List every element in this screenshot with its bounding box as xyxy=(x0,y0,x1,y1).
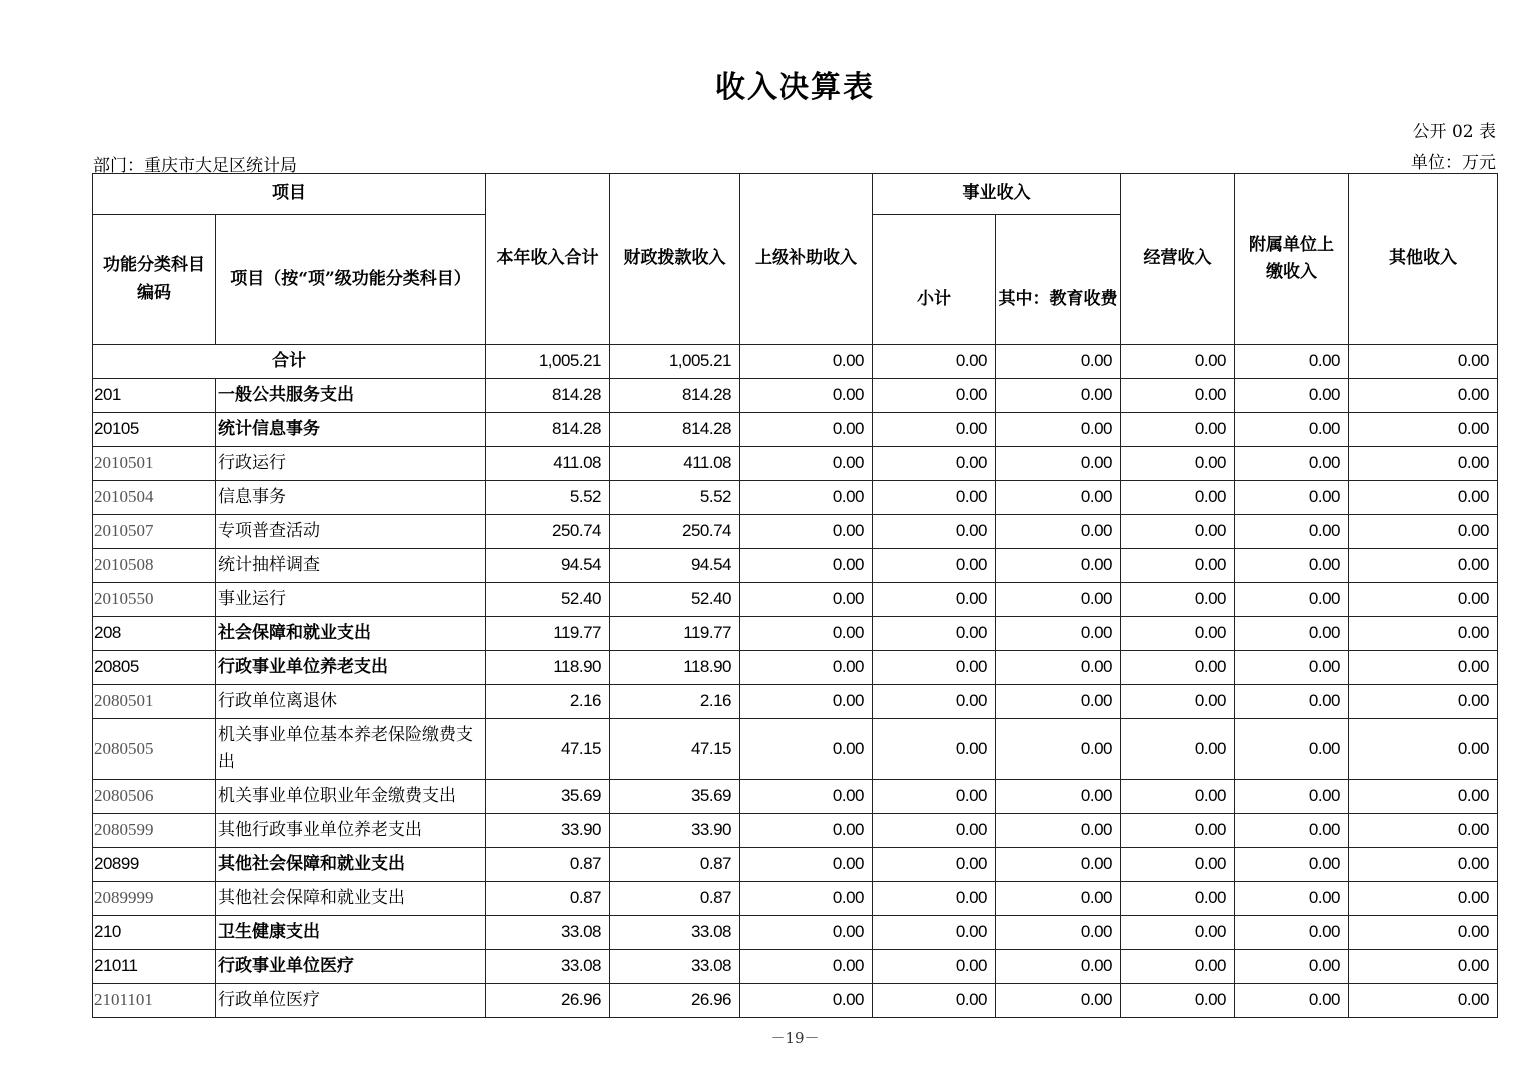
cell-value: 0.00 xyxy=(996,617,1121,651)
cell-value: 0.00 xyxy=(1235,447,1349,481)
cell-value: 0.00 xyxy=(996,882,1121,916)
cell-value: 33.08 xyxy=(486,950,610,984)
cell-value: 52.40 xyxy=(486,583,610,617)
cell-code: 201 xyxy=(93,379,216,413)
cell-value: 5.52 xyxy=(486,481,610,515)
cell-value: 1,005.21 xyxy=(610,345,740,379)
cell-code: 2080599 xyxy=(93,814,216,848)
cell-code: 2080505 xyxy=(93,719,216,780)
cell-name: 行政事业单位医疗 xyxy=(216,950,486,984)
cell-value: 47.15 xyxy=(486,719,610,780)
table-row xyxy=(93,882,1498,916)
cell-value: 0.00 xyxy=(1121,447,1235,481)
cell-code: 2010507 xyxy=(93,515,216,549)
cell-value: 0.00 xyxy=(740,617,873,651)
cell-value: 0.00 xyxy=(1235,848,1349,882)
cell-value: 0.00 xyxy=(740,481,873,515)
cell-value: 0.00 xyxy=(873,447,996,481)
cell-value: 0.00 xyxy=(996,916,1121,950)
cell-value: 0.00 xyxy=(1121,549,1235,583)
header-career-education: 其中：教育收费 xyxy=(996,215,1121,345)
cell-value: 0.00 xyxy=(740,814,873,848)
cell-code: 21011 xyxy=(93,950,216,984)
cell-value: 2.16 xyxy=(610,685,740,719)
cell-value: 0.00 xyxy=(740,345,873,379)
cell-code: 208 xyxy=(93,617,216,651)
cell-value: 0.00 xyxy=(1349,882,1498,916)
header-career-subtotal: 小计 xyxy=(873,215,996,345)
cell-value: 0.87 xyxy=(486,882,610,916)
cell-value: 0.00 xyxy=(996,685,1121,719)
cell-value: 0.00 xyxy=(1235,583,1349,617)
cell-name: 其他社会保障和就业支出 xyxy=(216,848,486,882)
cell-value: 0.00 xyxy=(873,950,996,984)
cell-value: 0.00 xyxy=(996,780,1121,814)
cell-value: 119.77 xyxy=(486,617,610,651)
cell-value: 0.00 xyxy=(740,651,873,685)
cell-value: 0.00 xyxy=(740,916,873,950)
table-row xyxy=(93,583,1498,617)
cell-name: 机关事业单位职业年金缴费支出 xyxy=(216,780,486,814)
cell-value: 0.00 xyxy=(1235,413,1349,447)
cell-value: 94.54 xyxy=(610,549,740,583)
cell-value: 0.00 xyxy=(1121,685,1235,719)
cell-value: 0.00 xyxy=(873,515,996,549)
cell-value: 0.00 xyxy=(1121,950,1235,984)
cell-value: 0.00 xyxy=(740,984,873,1018)
cell-name: 事业运行 xyxy=(216,583,486,617)
cell-value: 0.00 xyxy=(873,685,996,719)
cell-name: 一般公共服务支出 xyxy=(216,379,486,413)
header-name: 项目（按“项”级功能分类科目） xyxy=(216,215,486,345)
cell-value: 0.00 xyxy=(740,549,873,583)
cell-value: 0.00 xyxy=(1349,447,1498,481)
cell-value: 0.00 xyxy=(873,882,996,916)
header-superior: 上级补助收入 xyxy=(740,174,873,345)
cell-value: 0.00 xyxy=(996,583,1121,617)
cell-value: 52.40 xyxy=(610,583,740,617)
cell-value: 0.00 xyxy=(873,719,996,780)
cell-value: 26.96 xyxy=(610,984,740,1018)
cell-value: 0.00 xyxy=(1121,413,1235,447)
cell-name: 信息事务 xyxy=(216,481,486,515)
cell-value: 0.00 xyxy=(873,651,996,685)
cell-value: 250.74 xyxy=(486,515,610,549)
header-other: 其他收入 xyxy=(1349,174,1498,345)
cell-value: 35.69 xyxy=(610,780,740,814)
total-row xyxy=(93,345,1498,379)
cell-value: 0.00 xyxy=(1235,685,1349,719)
cell-value: 0.00 xyxy=(740,882,873,916)
cell-code: 2010501 xyxy=(93,447,216,481)
table-row xyxy=(93,549,1498,583)
cell-value: 0.00 xyxy=(1121,515,1235,549)
header-total: 本年收入合计 xyxy=(486,174,610,345)
table-row xyxy=(93,413,1498,447)
cell-value: 0.00 xyxy=(1121,916,1235,950)
cell-value: 26.96 xyxy=(486,984,610,1018)
cell-value: 0.00 xyxy=(873,583,996,617)
cell-value: 33.08 xyxy=(610,950,740,984)
cell-name: 行政运行 xyxy=(216,447,486,481)
cell-value: 0.00 xyxy=(996,984,1121,1018)
cell-value: 0.00 xyxy=(1349,780,1498,814)
cell-value: 118.90 xyxy=(610,651,740,685)
table-row xyxy=(93,379,1498,413)
cell-value: 0.00 xyxy=(1121,719,1235,780)
cell-value: 0.00 xyxy=(1349,515,1498,549)
cell-value: 0.00 xyxy=(1349,814,1498,848)
cell-value: 0.00 xyxy=(1349,617,1498,651)
cell-name: 卫生健康支出 xyxy=(216,916,486,950)
cell-value: 0.00 xyxy=(1235,916,1349,950)
cell-value: 0.00 xyxy=(1235,780,1349,814)
header-business: 经营收入 xyxy=(1121,174,1235,345)
cell-value: 94.54 xyxy=(486,549,610,583)
cell-value: 0.00 xyxy=(1349,481,1498,515)
cell-value: 0.87 xyxy=(610,848,740,882)
cell-value: 0.00 xyxy=(873,617,996,651)
cell-value: 814.28 xyxy=(610,379,740,413)
table-row xyxy=(93,481,1498,515)
cell-value: 0.00 xyxy=(873,916,996,950)
cell-value: 0.00 xyxy=(873,984,996,1018)
table-row xyxy=(93,719,1498,780)
cell-value: 0.00 xyxy=(740,379,873,413)
table-row xyxy=(93,617,1498,651)
cell-code: 20105 xyxy=(93,413,216,447)
cell-value: 0.00 xyxy=(1349,345,1498,379)
cell-value: 0.00 xyxy=(740,447,873,481)
cell-code: 2101101 xyxy=(93,984,216,1018)
cell-value: 33.08 xyxy=(610,916,740,950)
table-row xyxy=(93,780,1498,814)
cell-value: 0.00 xyxy=(1235,515,1349,549)
cell-value: 33.90 xyxy=(486,814,610,848)
table-row xyxy=(93,848,1498,882)
cell-code: 2010504 xyxy=(93,481,216,515)
header-affiliate: 附属单位上缴收入 xyxy=(1235,174,1349,345)
cell-code: 2089999 xyxy=(93,882,216,916)
table-row xyxy=(93,916,1498,950)
table-row xyxy=(93,984,1498,1018)
cell-value: 0.00 xyxy=(1235,345,1349,379)
cell-value: 47.15 xyxy=(610,719,740,780)
cell-value: 0.00 xyxy=(996,345,1121,379)
cell-value: 0.00 xyxy=(1121,345,1235,379)
cell-name: 统计信息事务 xyxy=(216,413,486,447)
cell-value: 0.00 xyxy=(1121,780,1235,814)
cell-code: 20805 xyxy=(93,651,216,685)
cell-value: 0.00 xyxy=(740,950,873,984)
cell-value: 0.00 xyxy=(1349,651,1498,685)
table-header xyxy=(93,174,1498,345)
cell-name: 行政事业单位养老支出 xyxy=(216,651,486,685)
cell-name: 统计抽样调查 xyxy=(216,549,486,583)
cell-value: 0.00 xyxy=(1235,651,1349,685)
cell-value: 0.87 xyxy=(486,848,610,882)
cell-value: 33.90 xyxy=(610,814,740,848)
table-row xyxy=(93,515,1498,549)
cell-value: 0.00 xyxy=(1121,481,1235,515)
table-row xyxy=(93,447,1498,481)
cell-value: 0.00 xyxy=(1349,413,1498,447)
cell-value: 0.00 xyxy=(873,345,996,379)
cell-value: 119.77 xyxy=(610,617,740,651)
cell-value: 0.00 xyxy=(1349,950,1498,984)
cell-value: 35.69 xyxy=(486,780,610,814)
cell-value: 0.00 xyxy=(740,780,873,814)
cell-value: 250.74 xyxy=(610,515,740,549)
unit-label: 单位：万元 xyxy=(1411,153,1496,173)
cell-name: 其他社会保障和就业支出 xyxy=(216,882,486,916)
cell-value: 0.00 xyxy=(1235,882,1349,916)
cell-name: 行政单位医疗 xyxy=(216,984,486,1018)
cell-value: 0.00 xyxy=(996,549,1121,583)
cell-code: 2010550 xyxy=(93,583,216,617)
cell-value: 0.00 xyxy=(996,848,1121,882)
cell-value: 1,005.21 xyxy=(486,345,610,379)
cell-value: 5.52 xyxy=(610,481,740,515)
cell-value: 0.00 xyxy=(1349,848,1498,882)
cell-name: 行政单位离退休 xyxy=(216,685,486,719)
cell-value: 0.00 xyxy=(873,814,996,848)
cell-code: 2080506 xyxy=(93,780,216,814)
cell-value: 0.00 xyxy=(996,379,1121,413)
table-row xyxy=(93,685,1498,719)
total-label: 合计 xyxy=(93,345,486,379)
cell-value: 0.00 xyxy=(996,719,1121,780)
cell-value: 0.00 xyxy=(1121,814,1235,848)
cell-value: 0.00 xyxy=(740,413,873,447)
cell-value: 0.00 xyxy=(873,549,996,583)
cell-value: 0.00 xyxy=(873,848,996,882)
cell-value: 0.00 xyxy=(1121,848,1235,882)
cell-value: 0.00 xyxy=(996,413,1121,447)
cell-value: 0.00 xyxy=(996,814,1121,848)
header-career: 事业收入 xyxy=(873,174,1121,215)
cell-value: 0.00 xyxy=(1121,583,1235,617)
header-code: 功能分类科目编码 xyxy=(93,215,216,345)
cell-value: 0.00 xyxy=(1349,685,1498,719)
cell-name: 其他行政事业单位养老支出 xyxy=(216,814,486,848)
cell-value: 0.00 xyxy=(1349,984,1498,1018)
cell-code: 2080501 xyxy=(93,685,216,719)
cell-value: 0.00 xyxy=(996,481,1121,515)
cell-code: 210 xyxy=(93,916,216,950)
cell-value: 0.00 xyxy=(996,651,1121,685)
cell-value: 814.28 xyxy=(486,413,610,447)
table-row xyxy=(93,651,1498,685)
cell-value: 0.00 xyxy=(1121,379,1235,413)
cell-value: 0.00 xyxy=(1349,549,1498,583)
cell-value: 0.00 xyxy=(740,685,873,719)
cell-value: 0.00 xyxy=(873,780,996,814)
table-body xyxy=(93,345,1498,1018)
cell-value: 0.00 xyxy=(873,379,996,413)
cell-value: 0.00 xyxy=(1349,916,1498,950)
cell-value: 0.00 xyxy=(740,848,873,882)
cell-value: 0.00 xyxy=(873,481,996,515)
cell-value: 0.00 xyxy=(1121,617,1235,651)
cell-value: 0.00 xyxy=(1235,719,1349,780)
department-label: 部门：重庆市大足区统计局 xyxy=(93,156,297,176)
header-item: 项目 xyxy=(93,174,486,215)
cell-value: 2.16 xyxy=(486,685,610,719)
cell-value: 0.00 xyxy=(1235,984,1349,1018)
cell-code: 20899 xyxy=(93,848,216,882)
cell-value: 0.00 xyxy=(740,515,873,549)
form-number: 公开 02 表 xyxy=(1412,122,1496,142)
cell-value: 0.00 xyxy=(1235,617,1349,651)
page-number: －19－ xyxy=(770,1029,820,1047)
cell-value: 0.87 xyxy=(610,882,740,916)
cell-value: 0.00 xyxy=(740,583,873,617)
cell-name: 社会保障和就业支出 xyxy=(216,617,486,651)
cell-value: 814.28 xyxy=(610,413,740,447)
cell-value: 0.00 xyxy=(873,413,996,447)
cell-code: 2010508 xyxy=(93,549,216,583)
cell-value: 0.00 xyxy=(1349,719,1498,780)
cell-value: 0.00 xyxy=(1235,549,1349,583)
cell-value: 0.00 xyxy=(1349,379,1498,413)
cell-value: 0.00 xyxy=(1235,481,1349,515)
cell-value: 0.00 xyxy=(740,719,873,780)
income-table xyxy=(92,173,1498,1018)
page-title: 收入决算表 xyxy=(715,70,875,105)
cell-value: 411.08 xyxy=(486,447,610,481)
table-row xyxy=(93,950,1498,984)
cell-name: 专项普查活动 xyxy=(216,515,486,549)
cell-value: 411.08 xyxy=(610,447,740,481)
header-fiscal: 财政拨款收入 xyxy=(610,174,740,345)
cell-value: 118.90 xyxy=(486,651,610,685)
cell-value: 0.00 xyxy=(1235,814,1349,848)
table-row xyxy=(93,814,1498,848)
cell-value: 0.00 xyxy=(996,950,1121,984)
cell-value: 0.00 xyxy=(1121,984,1235,1018)
cell-value: 814.28 xyxy=(486,379,610,413)
cell-value: 0.00 xyxy=(996,447,1121,481)
cell-value: 0.00 xyxy=(996,515,1121,549)
cell-value: 0.00 xyxy=(1235,379,1349,413)
cell-value: 0.00 xyxy=(1121,882,1235,916)
cell-name: 机关事业单位基本养老保险缴费支出 xyxy=(216,719,486,780)
cell-value: 0.00 xyxy=(1349,583,1498,617)
cell-value: 33.08 xyxy=(486,916,610,950)
cell-value: 0.00 xyxy=(1121,651,1235,685)
cell-value: 0.00 xyxy=(1235,950,1349,984)
